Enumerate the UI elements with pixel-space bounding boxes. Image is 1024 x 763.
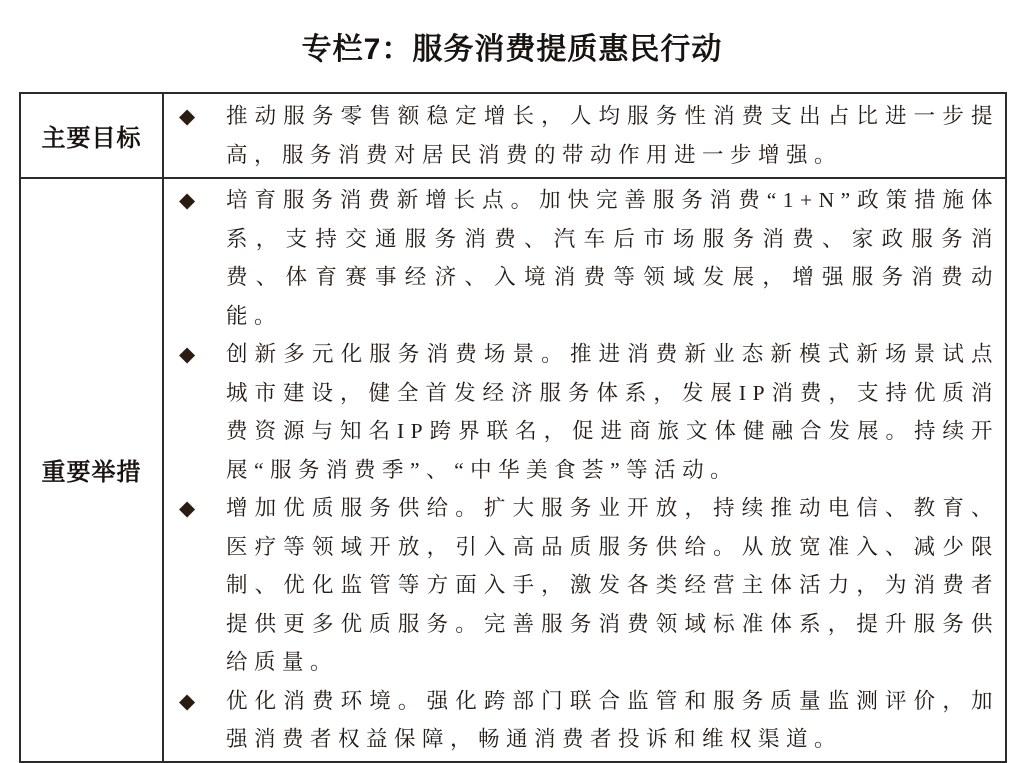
- goals-content-cell: [163, 93, 1006, 178]
- table-row-goals: [20, 93, 1006, 178]
- table-row-measures: [20, 178, 1006, 762]
- diamond-bullet-icon: ◆: [179, 342, 196, 366]
- list-item-text: 培育服务消费新增长点。加快完善服务消费“1+N”政策措施体系，支持交通服务消费、汽车后市场服务消费、家政服务消费、体育赛事经济、入境消费等领域发展，增强服务消费动能。: [226, 188, 999, 328]
- list-item-text: 增加优质服务供给。扩大服务业开放，持续推动电信、教育、医疗等领域开放，引入高品质服务供给。从放宽准入、减少限制、优化监管等方面入手，激发各类经营主体活力，为消费者提供更多优质服务。完善服务消费领域标准体系，提升服务供给质量。: [226, 496, 999, 674]
- diamond-bullet-icon: ◆: [179, 188, 196, 212]
- row-label-goals: 主要目标: [20, 93, 163, 178]
- list-item-text: 优化消费环境。强化跨部门联合监管和服务质量监测评价，加强消费者权益保障，畅通消费者投诉和维权渠道。: [226, 688, 999, 751]
- row-label-measures: 重要举措: [20, 178, 163, 762]
- diamond-bullet-icon: ◆: [179, 688, 196, 713]
- list-item: [179, 489, 999, 682]
- list-item: [179, 97, 999, 174]
- measures-content-cell: [163, 178, 1006, 762]
- list-item: [179, 682, 999, 759]
- list-item-text: 推动服务零售额稳定增长，人均服务性消费支出占比进一步提高，服务消费对居民消费的带动作用进一步增强。: [226, 104, 999, 167]
- diamond-bullet-icon: ◆: [179, 104, 196, 128]
- list-item-text: 创新多元化服务消费场景。推进消费新业态新模式新场景试点城市建设，健全首发经济服务体系，发展IP消费，支持优质消费资源与知名IP跨界联名，促进商旅文体健融合发展。持续开展“服务消费季”、“中华美食荟”等活动。: [226, 342, 999, 482]
- page-title: 专栏7：服务消费提质惠民行动: [301, 33, 723, 66]
- column-table: [19, 92, 1007, 763]
- diamond-bullet-icon: ◆: [179, 496, 196, 520]
- list-item: [179, 335, 999, 489]
- list-item: [179, 181, 999, 335]
